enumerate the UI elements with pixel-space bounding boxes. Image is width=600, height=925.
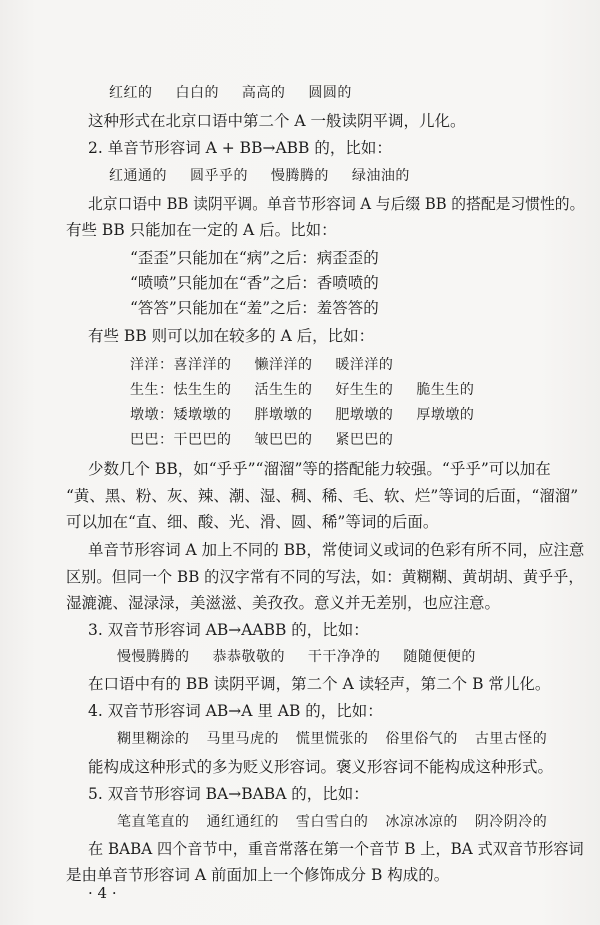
paragraph-line: 在口语中有的 BB 读阴平调，第二个 A 读轻声，第二个 B 常儿化。: [88, 675, 551, 693]
example-word: 通红通红的: [206, 814, 279, 830]
paragraph-line: 单音节形容词 A 加上不同的 BB，常使词义或词的色彩有所不同，应注意: [88, 541, 585, 559]
paragraph-line: 少数几个 BB，如“乎乎”“溜溜”等的搭配能力较强。“乎乎”可以加在: [88, 460, 551, 478]
example-word: 雪白雪白的: [295, 814, 369, 830]
example-word: 高高的: [241, 85, 286, 101]
example-row-abb: [109, 166, 410, 186]
example-word: 慢腾腾的: [270, 168, 329, 184]
example-word: 阴冷阴冷的: [474, 814, 548, 830]
example-line: “歪歪”只能加在“病”之后：病歪歪的: [130, 249, 379, 267]
paragraph-line: 湿漉漉、湿渌渌，美滋滋、美孜孜。意义并无差别，也应注意。: [66, 594, 501, 612]
example-word: 笔直笔直的: [117, 814, 190, 830]
example-word: 活生生的: [254, 382, 313, 398]
paragraph-line: 在 BABA 四个音节中，重音常落在第一个音节 B 上，BA 式双音节形容词: [88, 840, 584, 858]
example-word: 恭恭敬敬的: [212, 649, 285, 665]
paragraph-line: 有些 BB 只能加在一定的 A 后。比如：: [66, 221, 337, 239]
example-row-reduplicated-a: [109, 83, 352, 103]
example-row-baba-form: [117, 812, 547, 832]
section-heading-3: 3. 双音节形容词 AB→AABB 的，比如：: [88, 621, 369, 639]
example-line: “答答”只能加在“羞”之后：羞答答的: [130, 299, 379, 317]
example-line: “喷喷”只能加在“香”之后：香喷喷的: [130, 274, 379, 292]
example-row-a-li-ab: [117, 729, 547, 749]
example-word: 圆乎乎的: [189, 168, 248, 184]
example-word: 随随便便的: [403, 649, 476, 665]
example-word: 皱巴巴的: [254, 432, 313, 448]
paragraph-line: 能构成这种形式的多为贬义形容词。褒义形容词不能构成这种形式。: [88, 758, 554, 776]
example-word: 墩墩：矮墩墩的: [130, 407, 232, 423]
paragraph-line: 北京口语中 BB 读阴平调。单音节形容词 A 与后缀 BB 的搭配是习惯性的。: [88, 195, 585, 213]
example-word: 洋洋：喜洋洋的: [130, 357, 232, 373]
example-word: 冰凉冰凉的: [385, 814, 458, 830]
paragraph-line: 有些 BB 则可以加在较多的 A 后，比如：: [88, 327, 375, 345]
example-row-aabb: [117, 647, 476, 667]
paragraph-line: 是由单音节形容词 A 前面加上一个修饰成分 B 构成的。: [66, 866, 450, 884]
paragraph-line: 这种形式在北京口语中第二个 A 一般读阴平调，儿化。: [88, 112, 466, 130]
example-word: 干干净净的: [307, 649, 381, 665]
example-word: 俗里俗气的: [385, 731, 458, 747]
example-word: 糊里糊涂的: [117, 731, 190, 747]
example-row-shengsheng: [130, 380, 474, 400]
example-word: 厚墩墩的: [416, 407, 475, 423]
example-word: 好生生的: [335, 382, 394, 398]
example-word: 白白的: [175, 85, 219, 101]
example-word: 红通通的: [109, 168, 167, 184]
example-word: 古里古怪的: [474, 731, 548, 747]
section-heading-4: 4. 双音节形容词 AB→A 里 AB 的，比如：: [88, 702, 383, 720]
example-word: 圆圆的: [308, 85, 352, 101]
example-word: 红红的: [109, 85, 153, 101]
paragraph-line: 可以加在“直、细、酸、光、滑、圆、稀”等词的后面。: [66, 513, 439, 531]
example-word: 慌里慌张的: [295, 731, 369, 747]
example-word: 肥墩墩的: [335, 407, 394, 423]
example-word: 懒洋洋的: [254, 357, 313, 373]
example-word: 暖洋洋的: [335, 357, 394, 373]
page-number: · 4 ·: [88, 884, 117, 902]
example-row-baba: [130, 430, 393, 450]
example-word: 脆生生的: [416, 382, 475, 398]
example-row-yangyang: [130, 355, 393, 375]
section-heading-5: 5. 双音节形容词 BA→BABA 的，比如：: [88, 785, 369, 803]
example-word: 胖墩墩的: [254, 407, 313, 423]
example-word: 紧巴巴的: [335, 432, 394, 448]
paragraph-line: 区别。但同一个 BB 的汉字常有不同的写法，如：黄糊糊、黄胡胡、黄乎乎，: [66, 568, 584, 586]
example-word: 马里马虎的: [206, 731, 279, 747]
section-heading-2: 2. 单音节形容词 A + BB→ABB 的，比如：: [88, 139, 392, 157]
example-word: 巴巴：干巴巴的: [130, 432, 232, 448]
example-word: 慢慢腾腾的: [117, 649, 190, 665]
paragraph-line: “黄、黑、粉、灰、辣、潮、湿、稠、稀、毛、软、烂”等词的后面，“溜溜”: [66, 487, 579, 505]
example-word: 生生：怯生生的: [130, 382, 232, 398]
example-row-dundun: [130, 405, 474, 425]
example-word: 绿油油的: [351, 168, 410, 184]
